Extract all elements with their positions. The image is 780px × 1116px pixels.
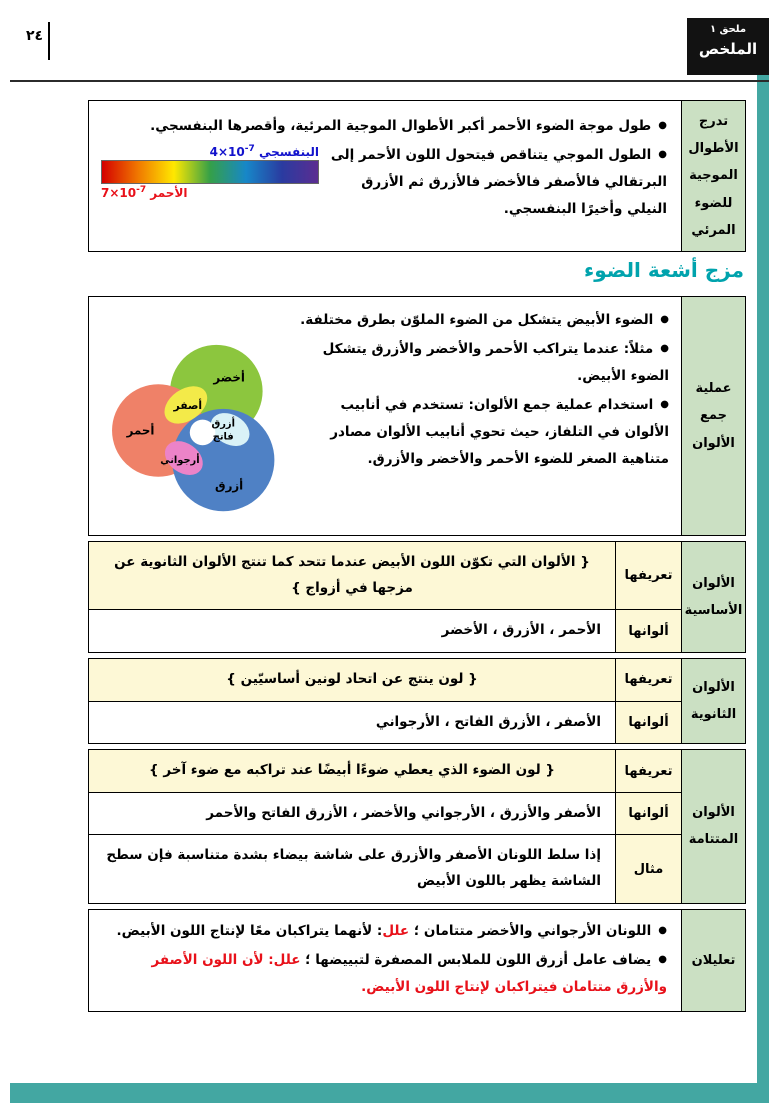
addition-bullet-1: ●الضوء الأبيض يتشكل من الضوء الملوّن بطرق مختلفة.: [300, 312, 669, 328]
secondary-colors-label: الألوان الثانوية: [681, 659, 745, 743]
bullet-icon: ●: [658, 924, 667, 936]
wavelength-bullet-1: ●طول موجة الضوء الأحمر أكبر الأطوال الموجية المرئية، وأقصرها البنفسجي.: [150, 118, 667, 134]
page-number: ٢٤: [26, 28, 44, 44]
secondary-colors-section: [88, 658, 746, 744]
complementary-definition: { لون الضوء الذي يعطي ضوءًا أبيضًا عند تراكبه مع ضوء آخر }: [89, 750, 615, 792]
complementary-colors-list: الأصفر والأزرق ، الأرجواني والأخضر ، الأزرق الفاتح والأحمر: [89, 793, 615, 835]
primary-colors-section: [88, 541, 746, 653]
venn-label-green: أخضر: [213, 370, 245, 385]
chapter-tag-summary: الملخص: [698, 40, 758, 58]
venn-label-red: أحمر: [126, 423, 155, 438]
bullet-icon: ●: [660, 399, 669, 410]
additive-color-venn-diagram: [101, 338, 313, 527]
bullet-icon: ●: [660, 343, 669, 354]
secondary-colors-list: الأصفر ، الأزرق الفاتح ، الأرجواني: [89, 702, 615, 744]
chapter-tag-appendix: ملحق ١: [709, 24, 747, 35]
reason-keyword: علل: [273, 951, 301, 968]
venn-label-cyan-1: أزرق: [211, 418, 235, 430]
color-addition-section: [88, 296, 746, 536]
complementary-example: إذا سلط اللونان الأصفر والأزرق على شاشة بيضاء بشدة متناسبة فإن سطح الشاشة يظهر باللون الأبيض: [89, 835, 615, 902]
spectrum-gradient-bar: [101, 160, 319, 184]
wavelength-table-content: [89, 101, 681, 251]
reason-keyword: علل: [382, 922, 410, 939]
bullet-icon: ●: [660, 314, 669, 325]
bullet-icon: ●: [658, 953, 667, 965]
bullet-icon: ●: [658, 149, 667, 160]
color-addition-label: عملية جمع الألوان: [681, 297, 745, 535]
color-mixing-tables: [88, 296, 746, 1017]
spectrum-violet-label: البنفسجي $4\times 10^{-7}$: [209, 144, 319, 159]
secondary-definition: { لون ينتج عن اتحاد لونين أساسيّين }: [89, 659, 615, 701]
complementary-colors-label: الألوان المتتامة: [681, 750, 745, 903]
addition-bullet-3: ●استخدام عملية جمع الألوان: تستخدم في أنابيب الألوان في التلفاز، حيث تحوي أنابيب الألوان مصادر متناهية الصغر للضوء الأحمر والأخضر والأزرق.: [330, 397, 669, 467]
reasons-label: تعليلان: [681, 910, 745, 1011]
reasons-section: [88, 909, 746, 1012]
spectrum-red-label: الأحمر $7\times 10^{-7}$: [101, 185, 188, 200]
secondary-definition-label: تعريفها: [615, 659, 681, 701]
color-addition-content: [89, 297, 681, 535]
primary-definition: { الألوان التي تكوّن اللون الأبيض عندما تتحد كما تنتج الألوان الثانوية عن مزجها في أزواج }: [89, 542, 615, 609]
primary-colors-list: الأحمر ، الأزرق ، الأخضر: [89, 610, 615, 652]
section-title: مزج أشعة الضوء: [584, 258, 744, 282]
reason-bullet-2: ●يضاف عامل أزرق اللون للملابس المصفرة لتبييضها ؛ علل: لأن اللون الأصفر والأزرق متتامان فيتراكبان لإنتاج اللون الأبيض.: [151, 951, 667, 995]
edge-bar-bottom: [10, 1083, 769, 1103]
complementary-colors-list-label: ألوانها: [615, 793, 681, 835]
wavelength-bullet-2: ●الطول الموجي يتناقص فيتحول اللون الأحمر إلى البرتقالي فالأصفر فالأخضر فالأزرق ثم الأزرق النيلي وأخيرًا البنفسجي.: [330, 147, 667, 217]
venn-label-cyan-2: فاتح: [212, 431, 234, 443]
header-rule: [10, 80, 769, 82]
chapter-tag: [687, 18, 769, 75]
secondary-colors-list-label: ألوانها: [615, 702, 681, 744]
venn-label-yellow: أصفر: [173, 398, 203, 412]
wavelength-table: [88, 100, 746, 252]
primary-colors-label: الألوان الأساسية: [681, 542, 745, 652]
header-divider: [48, 22, 50, 60]
complementary-example-label: مثال: [615, 835, 681, 902]
reasons-content: [89, 910, 681, 1011]
complementary-definition-label: تعريفها: [615, 750, 681, 792]
reason-bullet-1: ●اللونان الأرجواني والأخضر متتامان ؛ علل: لأنهما يتراكبان معًا لإنتاج اللون الأبيض.: [116, 922, 667, 939]
wavelength-table-label: تدرج الأطوال الموجية للضوء المرئي: [681, 101, 745, 251]
primary-colors-list-label: ألوانها: [615, 610, 681, 652]
addition-bullet-2: ●مثلاً: عندما يتراكب الأحمر والأخضر والأزرق يتشكل الضوء الأبيض.: [322, 341, 669, 384]
complementary-colors-section: [88, 749, 746, 904]
primary-definition-label: تعريفها: [615, 542, 681, 609]
bullet-icon: ●: [658, 120, 667, 131]
venn-label-magenta: أرجواني: [160, 454, 200, 466]
edge-bar-vertical: [757, 20, 769, 1103]
venn-label-blue: أزرق: [215, 478, 244, 493]
visible-spectrum-graphic: [101, 144, 319, 200]
